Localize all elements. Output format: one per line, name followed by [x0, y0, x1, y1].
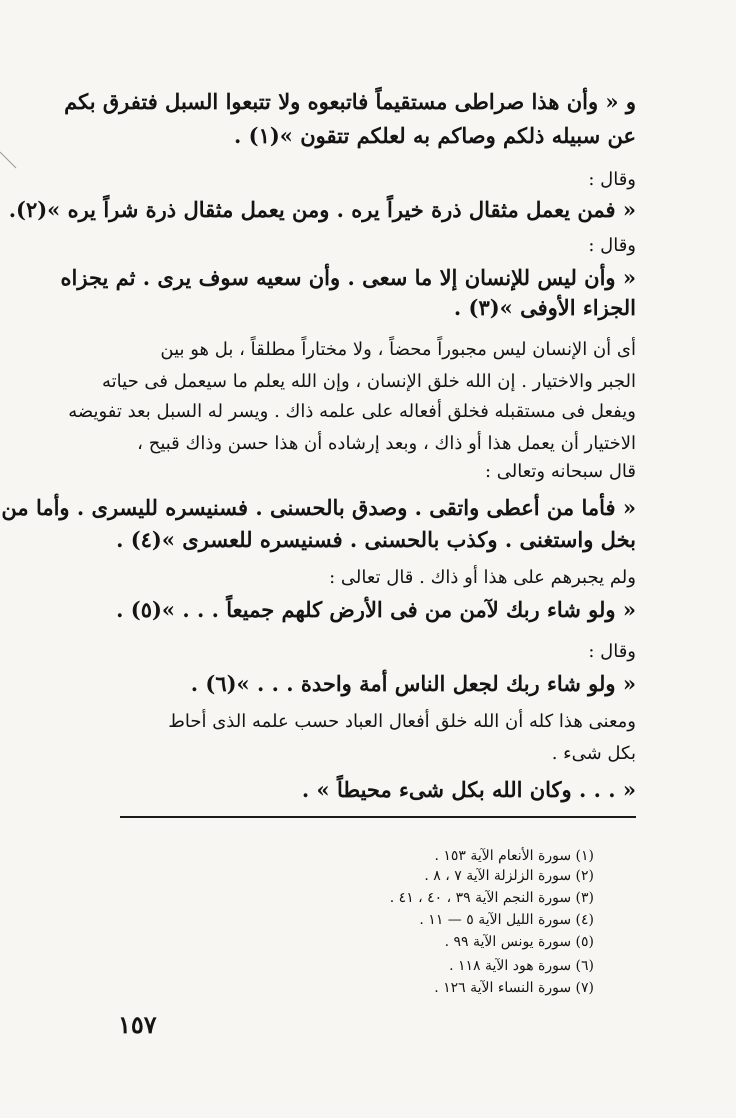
footnote: (٤) سورة الليل الآية ٥ — ١١ .: [419, 912, 594, 928]
footnote-separator: [120, 816, 636, 818]
text-line: ومعنى هذا كله أن الله خلق أفعال العباد حسب علمه الذى أحاط: [168, 711, 636, 732]
text-line: « ولو شاء ربك لجعل الناس أمة واحدة . . . »(٦) .: [190, 671, 636, 696]
text-line: « ولو شاء ربك لآمن من فى الأرض كلهم جميعاً . . . »(٥) .: [116, 597, 636, 622]
footnote: (٧) سورة النساء الآية ١٢٦ .: [434, 980, 594, 996]
text-line: « فمن يعمل مثقال ذرة خيراً يره . ومن يعمل مثقال ذرة شراً يره »(٢).: [8, 197, 636, 222]
text-line: « فأما من أعطى واتقى . وصدق بالحسنى . فسنيسره لليسرى . وأما من: [1, 495, 636, 520]
scan-mark: [0, 150, 18, 170]
text-line: أى أن الإنسان ليس مجبوراً محضاً ، ولا مختاراً مطلقاً ، بل هو بين: [160, 339, 636, 360]
text-line: بخل واستغنى . وكذب بالحسنى . فسنيسره للعسرى »(٤) .: [116, 527, 636, 552]
footnote: (٢) سورة الزلزلة الآية ٧ ، ٨ .: [424, 868, 594, 884]
text-line: الاختيار أن يعمل هذا أو ذاك ، وبعد إرشاده أن هذا حسن وذاك قبيح ،: [137, 433, 636, 454]
text-line: وقال :: [588, 641, 636, 662]
text-line: الجبر والاختيار . إن الله خلق الإنسان ، وإن الله يعلم ما سيعمل فى حياته: [102, 371, 636, 392]
text-line: وقال :: [588, 235, 636, 256]
text-line: قال سبحانه وتعالى :: [484, 461, 636, 482]
text-line: بكل شىء .: [551, 743, 636, 764]
text-line: و « وأن هذا صراطى مستقيماً فاتبعوه ولا تتبعوا السبل فتفرق بكم: [64, 89, 636, 114]
text-line: « . . . وكان الله بكل شىء محيطاً » .: [301, 777, 636, 802]
text-line: الجزاء الأوفى »(٣) .: [453, 295, 636, 320]
text-line: وقال :: [588, 169, 636, 190]
footnote: (٦) سورة هود الآية ١١٨ .: [449, 958, 594, 974]
page-number: ١٥٧: [118, 1010, 157, 1039]
footnote: (٣) سورة النجم الآية ٣٩ ، ٤٠ ، ٤١ .: [389, 890, 594, 906]
footnote: (١) سورة الأنعام الآية ١٥٣ .: [434, 848, 594, 864]
text-line: ولم يجبرهم على هذا أو ذاك . قال تعالى :: [329, 567, 636, 588]
text-line: « وأن ليس للإنسان إلا ما سعى . وأن سعيه سوف يرى . ثم يجزاه: [60, 265, 636, 290]
footnote: (٥) سورة يونس الآية ٩٩ .: [444, 934, 594, 950]
text-line: ويفعل فى مستقبله فخلق أفعاله على علمه ذاك . ويسر له السبل بعد تفويضه: [68, 401, 636, 422]
text-line: عن سبيله ذلكم وصاكم به لعلكم تتقون »(١) .: [234, 123, 636, 148]
